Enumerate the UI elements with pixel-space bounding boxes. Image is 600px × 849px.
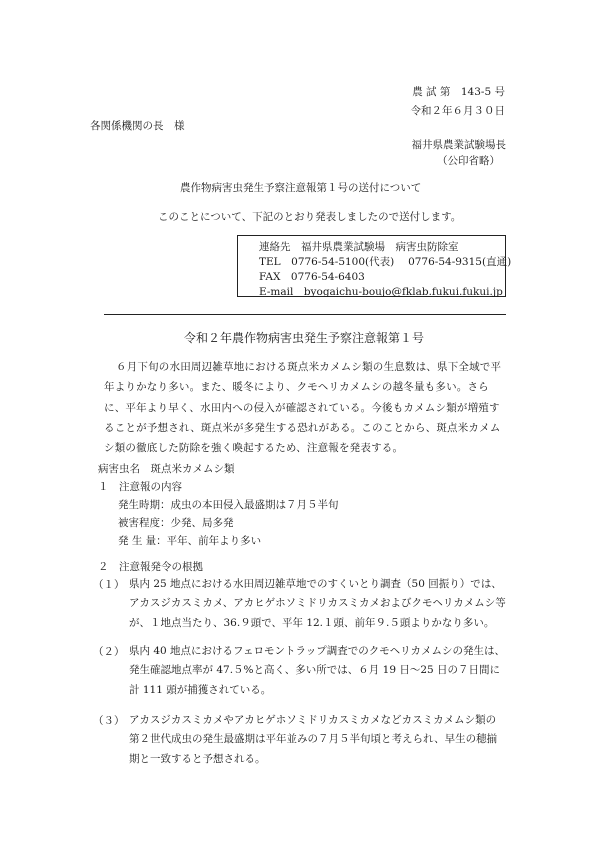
reason-2-text: 県内 40 地点におけるフェロモントラップ調査でのクモヘリカメムシの発生は、発生確認地点率が 47.５%と高く、多い所では、６月 19 日～25 日の７日間に計 111 頭が捕獲されている。 [129, 645, 505, 696]
sender-org: 福井県農業試験場長 [411, 139, 506, 151]
reason-1-number: （１） [93, 579, 125, 591]
section1-item-timing: 発生時期：成虫の本田侵入最盛期は７月５半旬 [118, 499, 339, 511]
notice-title: 令和２年農作物病害虫発生予察注意報第１号 [184, 331, 425, 345]
recipient: 各関係機関の長 様 [90, 120, 185, 132]
contact-fax: FAX 0776-54-6403 [259, 271, 365, 283]
divider [104, 314, 506, 315]
contact-tel: TEL 0776-54-5100(代表) 0776-54-9315(直通) [259, 256, 512, 268]
pest-name: 病害虫名 斑点米カメムシ類 [98, 463, 235, 475]
doc-number: 農 試 第 143-5 号 [412, 86, 505, 98]
section1-title: １ 注意報の内容 [98, 481, 182, 493]
section1-item-amount: 発 生 量：平年、前年より多い [118, 535, 262, 547]
section1-item-damage: 被害程度：少発、局多発 [118, 517, 234, 529]
reason-2-number: （２） [93, 646, 125, 658]
cover-subject: 農作物病害虫発生予察注意報第１号の送付について [180, 182, 422, 194]
cover-message: このことについて、下記のとおり発表しましたので送付します。 [158, 211, 462, 223]
notice-intro: ６月下旬の水田周辺雑草地における斑点米カメムシ類の生息数は、県下全域で平年よりかなり多い。また、暖冬により、クモヘリカメムシの越冬量も多い。さらに、平年より早く、水田内への侵入が確認されている。今後もカメムシ類が増殖することが予想され、斑点米が多発生する恐れがある。このことから、斑点米カメムシ類の徹底した防除を強く喚起するため、注意報を発表する。 [104, 361, 502, 455]
contact-label: 連絡先 福井県農業試験場 病害虫防除室 [259, 241, 459, 253]
contact-box [237, 235, 512, 298]
reason-3-number: （３） [93, 715, 125, 727]
issue-date: 令和２年６月３０日 [410, 105, 505, 117]
reason-3-text: アカスジカスミカメやアカヒゲホソミドリカスミカメなどカスミカメムシ類の第２世代成虫の発生最盛期は平年並みの７月５半旬頃と考えられ、早生の穂揃期と一致すると予想される。 [129, 714, 498, 765]
sender-note: （公印省略） [437, 155, 500, 167]
reason-1-text: 県内 25 地点における水田周辺雑草地でのすくいとり調査（50 回振り）では、アカスジカスミカメ、アカヒゲホソミドリカスミカメおよびクモヘリカメムシ等が、１地点当たり、36.９頭で、平年 12.１頭、前年９.５頭よりかなり多い。 [129, 578, 506, 629]
section2-title: ２ 注意報発令の根拠 [98, 561, 203, 573]
contact-email: E-mail byogaichu-boujo@fklab.fukui.fukui.jp [259, 286, 503, 298]
